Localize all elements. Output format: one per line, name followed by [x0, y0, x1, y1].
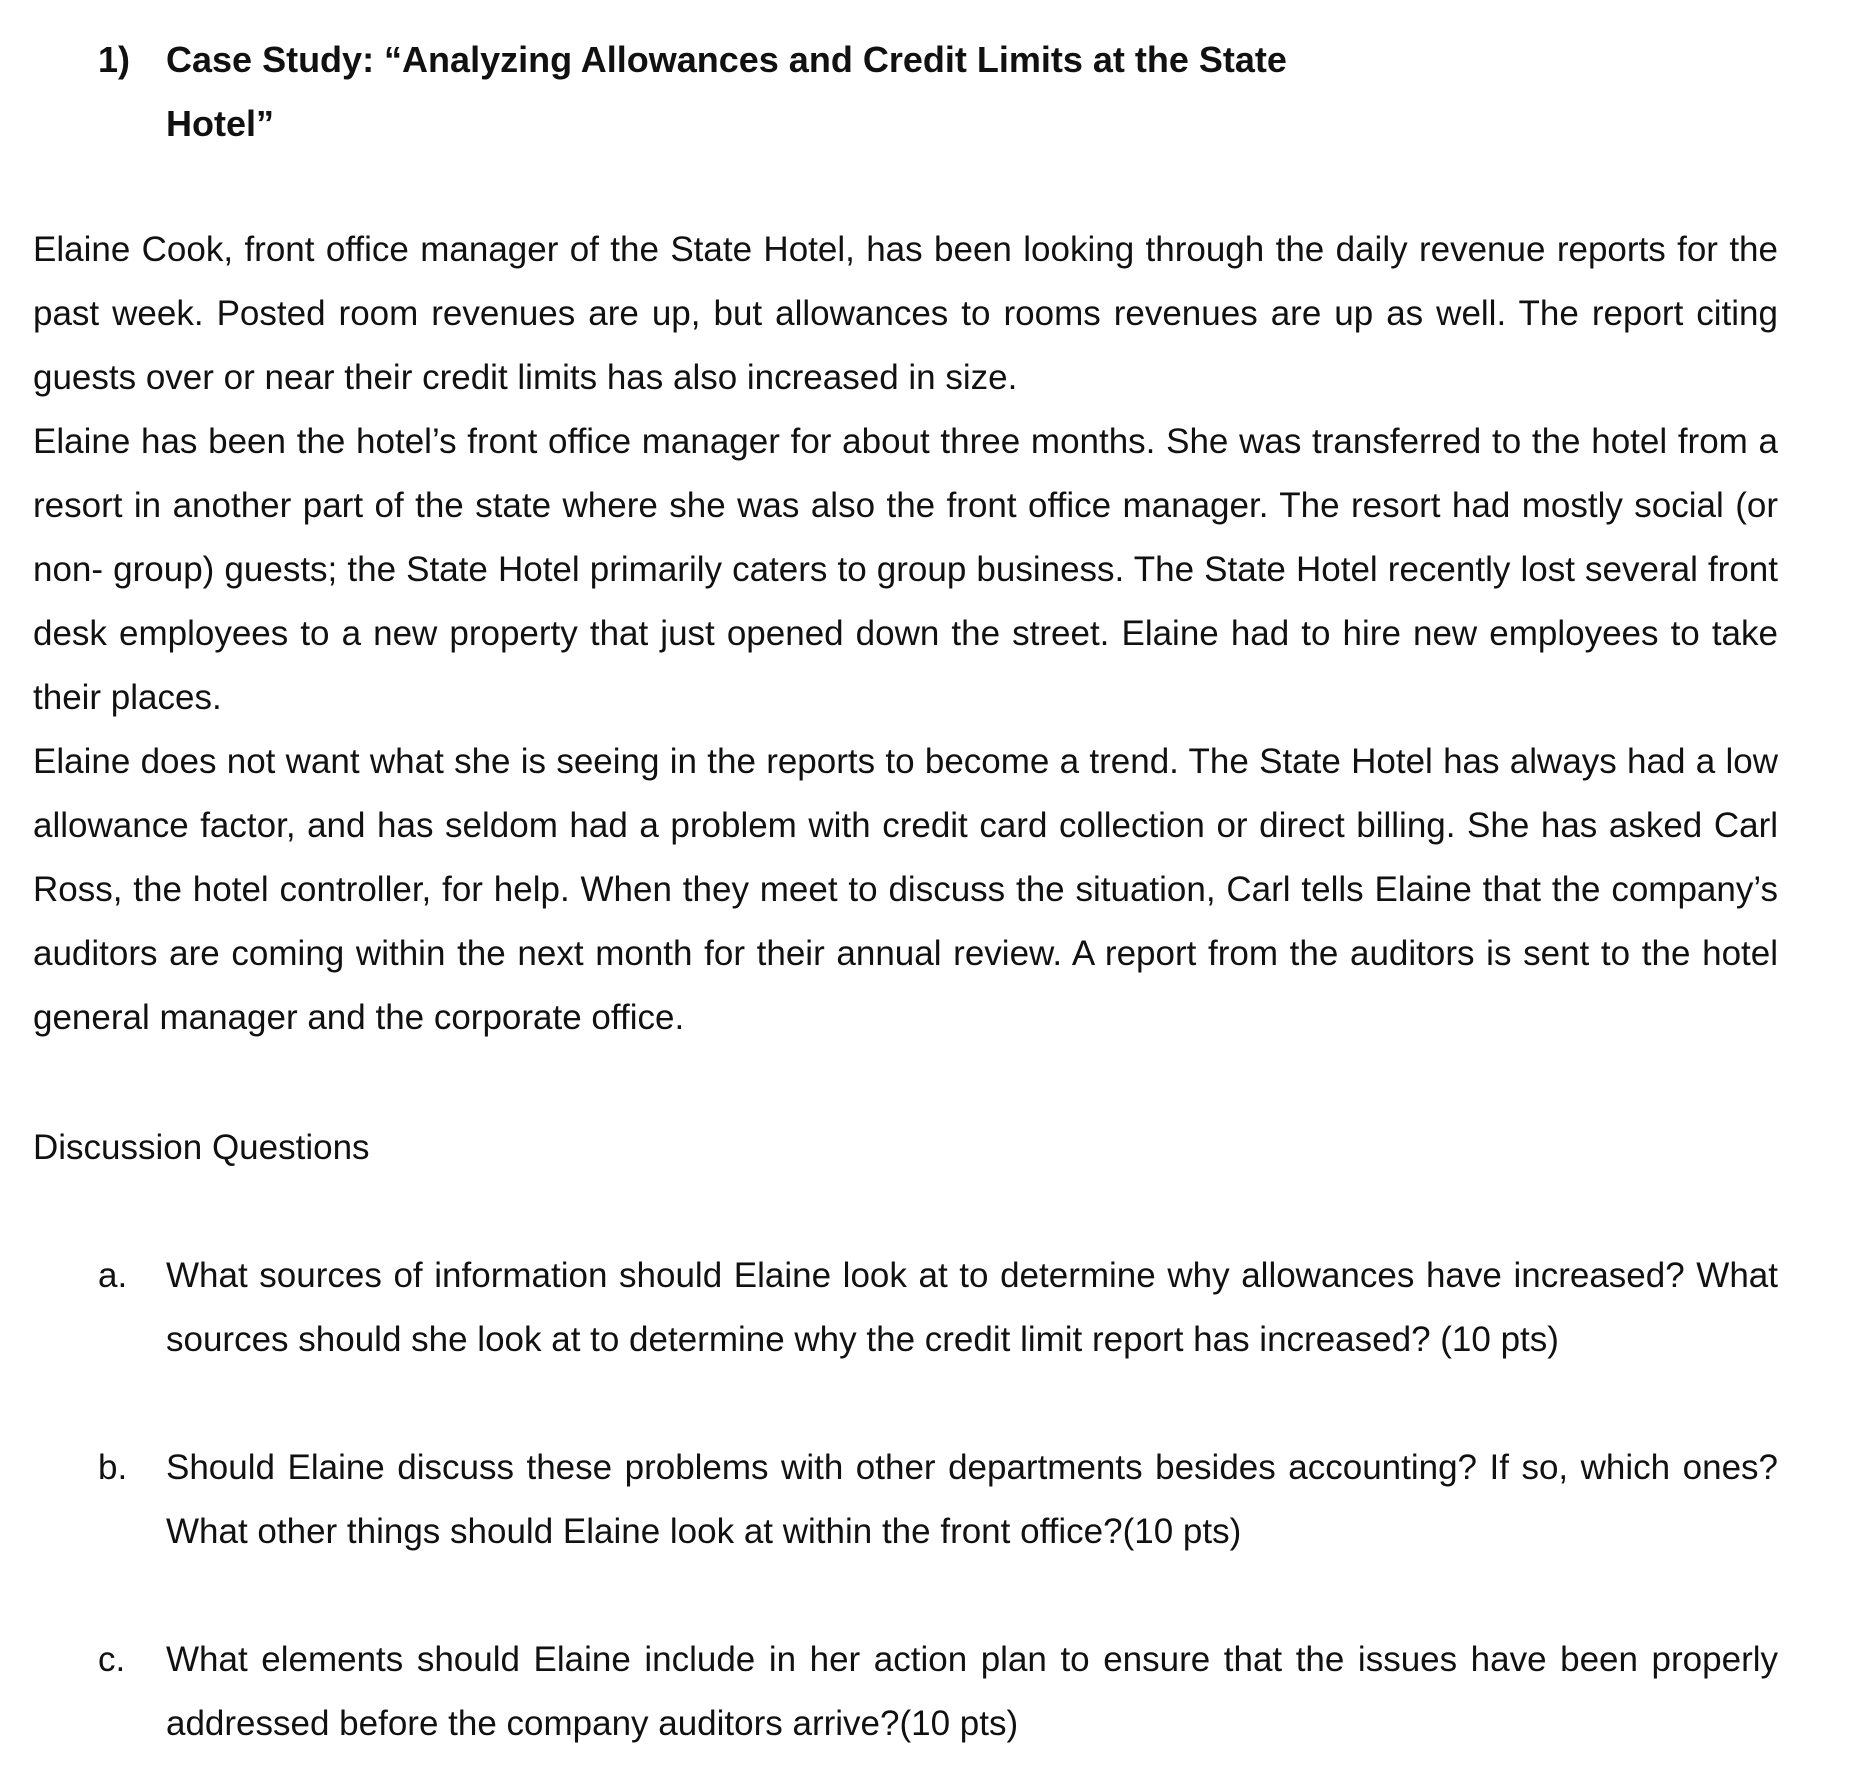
- heading-number: 1): [98, 39, 131, 80]
- paragraph-1: Elaine Cook, front office manager of the State Hotel, has been looking through the daily revenue reports for the past week. Posted room revenues are up, but allowances to rooms revenues are up as well. The report citing guests over or near their credit limits has also increased in size.: [33, 230, 1778, 397]
- paragraph-3: Elaine does not want what she is seeing in the reports to become a trend. The State Hotel has always had a low allowance factor, and has seldom had a problem with credit card collection or direct billing. She has asked Carl Ross, the hotel controller, for help. When they meet to discuss the situation, Carl tells Elaine that the company’s auditors are coming within the next month for their annual review. A report from the auditors is sent to the hotel general manager and the corporate office.: [33, 742, 1778, 1037]
- question-a-text: What sources of information should Elaine look at to determine why allowances have increased? What sources should she look at to determine why the credit limit report has increased? (10 pts): [166, 1256, 1778, 1359]
- question-a: [98, 1244, 1778, 1372]
- question-b: [98, 1436, 1778, 1564]
- discussion-questions-title: Discussion Questions: [33, 1128, 370, 1167]
- question-b-marker: b.: [98, 1448, 128, 1487]
- paragraph-2: Elaine has been the hotel’s front office manager for about three months. She was transferred to the hotel from a resort in another part of the state where she was also the front office manager. The resort had mostly social (or non- group) guests; the State Hotel primarily caters to group business. The State Hotel recently lost several front desk employees to a new property that just opened down the street. Elaine had to hire new employees to take their places.: [33, 422, 1778, 717]
- question-a-marker: a.: [98, 1256, 128, 1295]
- heading-title: Case Study: “Analyzing Allowances and Credit Limits at the State Hotel”: [166, 39, 1287, 144]
- question-c: [98, 1628, 1778, 1756]
- question-c-text: What elements should Elaine include in her action plan to ensure that the issues have been properly addressed before the company auditors arrive?(10 pts): [166, 1640, 1778, 1743]
- question-c-marker: c.: [98, 1640, 126, 1679]
- case-study-body: [33, 218, 1778, 1050]
- case-study-heading: [98, 28, 1398, 156]
- question-b-text: Should Elaine discuss these problems with other departments besides accounting? If so, which ones? What other things should Elaine look at within the front office?(10 pts): [166, 1448, 1778, 1551]
